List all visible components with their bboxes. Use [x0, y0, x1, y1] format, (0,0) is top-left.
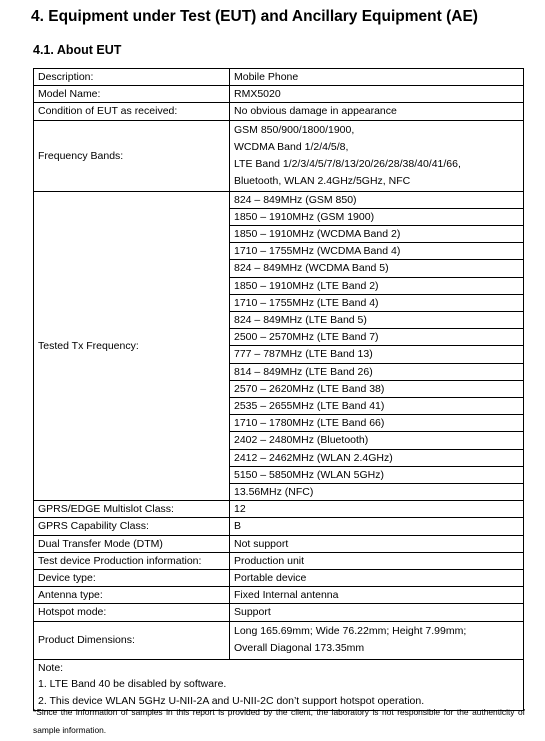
table-row: [34, 570, 524, 587]
note-item: 1. LTE Band 40 be disabled by software.: [38, 678, 227, 691]
row-label: Hotspot mode:: [34, 604, 230, 621]
row-label: Test device Production information:: [34, 552, 230, 569]
table-row: [34, 604, 524, 621]
dimension-line: Long 165.69mm; Wide 76.22mm; Height 7.99mm;: [234, 624, 467, 637]
tx-frequency: 777 – 787MHz (LTE Band 13): [230, 345, 523, 362]
tested-tx-row: [34, 191, 524, 501]
band-line: Bluetooth, WLAN 2.4GHz/5GHz, NFC: [234, 174, 411, 187]
tx-frequency: 2402 – 2480MHz (Bluetooth): [230, 431, 523, 448]
tx-frequency: 1850 – 1910MHz (LTE Band 2): [230, 277, 523, 294]
frequency-bands-value: [230, 120, 524, 191]
table-row: [34, 501, 524, 518]
tx-frequency: 2500 – 2570MHz (LTE Band 7): [230, 328, 523, 345]
tx-frequency: 1850 – 1910MHz (WCDMA Band 2): [230, 225, 523, 242]
table-row: [34, 518, 524, 535]
row-value: Fixed Internal antenna: [230, 587, 524, 604]
row-value: 12: [230, 501, 524, 518]
dimensions-row: [34, 621, 524, 659]
tx-frequency: 5150 – 5850MHz (WLAN 5GHz): [230, 466, 523, 483]
tx-frequency: 824 – 849MHz (LTE Band 5): [230, 311, 523, 328]
table-row: [34, 535, 524, 552]
band-line: GSM 850/900/1800/1900,: [234, 123, 355, 136]
row-label: Device type:: [34, 570, 230, 587]
tx-frequency: 13.56MHz (NFC): [230, 483, 523, 500]
row-label: Antenna type:: [34, 587, 230, 604]
row-value: Support: [230, 604, 524, 621]
row-value: Portable device: [230, 570, 524, 587]
note-title: Note:: [38, 661, 64, 674]
tx-frequency: 1710 – 1780MHz (LTE Band 66): [230, 414, 523, 431]
row-value: Mobile Phone: [230, 69, 524, 86]
row-label: Condition of EUT as received:: [34, 103, 230, 120]
table-row: [34, 587, 524, 604]
subsection-heading: 4.1. About EUT: [33, 43, 122, 57]
row-label: Product Dimensions:: [34, 621, 230, 659]
note-item: 2. This device WLAN 5GHz U-NII-2A and U-NII-2C don’t support hotspot operation.: [38, 695, 425, 708]
band-line: LTE Band 1/2/3/4/5/7/8/13/20/26/28/38/40/41/66,: [234, 157, 461, 170]
tx-frequency: 2412 – 2462MHz (WLAN 2.4GHz): [230, 449, 523, 466]
row-value: Production unit: [230, 552, 524, 569]
dimension-line: Overall Diagonal 173.35mm: [234, 642, 365, 655]
notes-row: [34, 659, 524, 710]
table-row: [34, 69, 524, 86]
row-value: RMX5020: [230, 86, 524, 103]
notes-cell: [34, 659, 524, 710]
tx-frequency: 2535 – 2655MHz (LTE Band 41): [230, 397, 523, 414]
row-label: Dual Transfer Mode (DTM): [34, 535, 230, 552]
table-row: [34, 103, 524, 120]
disclaimer-text: *Since the information of samples in this report is provided by the client, the laboratory is not responsible for the authenticity of sample information.: [33, 707, 525, 735]
row-label: GPRS/EDGE Multislot Class:: [34, 501, 230, 518]
eut-info-table: [33, 68, 524, 711]
row-value: No obvious damage in appearance: [230, 103, 524, 120]
row-label: Model Name:: [34, 86, 230, 103]
row-label: Description:: [34, 69, 230, 86]
row-label: Tested Tx Frequency:: [34, 191, 230, 501]
row-label: Frequency Bands:: [34, 120, 230, 191]
tx-frequency: 824 – 849MHz (WCDMA Band 5): [230, 259, 523, 276]
section-heading: 4. Equipment under Test (EUT) and Ancillary Equipment (AE): [31, 8, 478, 25]
tx-frequency: 1710 – 1755MHz (LTE Band 4): [230, 294, 523, 311]
tx-frequency: 2570 – 2620MHz (LTE Band 38): [230, 380, 523, 397]
tx-frequency: 814 – 849MHz (LTE Band 26): [230, 363, 523, 380]
band-line: WCDMA Band 1/2/4/5/8,: [234, 140, 349, 153]
tx-frequency: 824 – 849MHz (GSM 850): [234, 193, 357, 206]
row-value: B: [230, 518, 524, 535]
tx-frequency: 1850 – 1910MHz (GSM 1900): [230, 208, 523, 225]
row-label: GPRS Capability Class:: [34, 518, 230, 535]
dimensions-value: [230, 621, 524, 659]
table-row: [34, 86, 524, 103]
frequency-bands-row: [34, 120, 524, 191]
tested-tx-values: [230, 191, 524, 501]
table-row: [34, 552, 524, 569]
tx-frequency: 1710 – 1755MHz (WCDMA Band 4): [230, 242, 523, 259]
row-value: Not support: [230, 535, 524, 552]
